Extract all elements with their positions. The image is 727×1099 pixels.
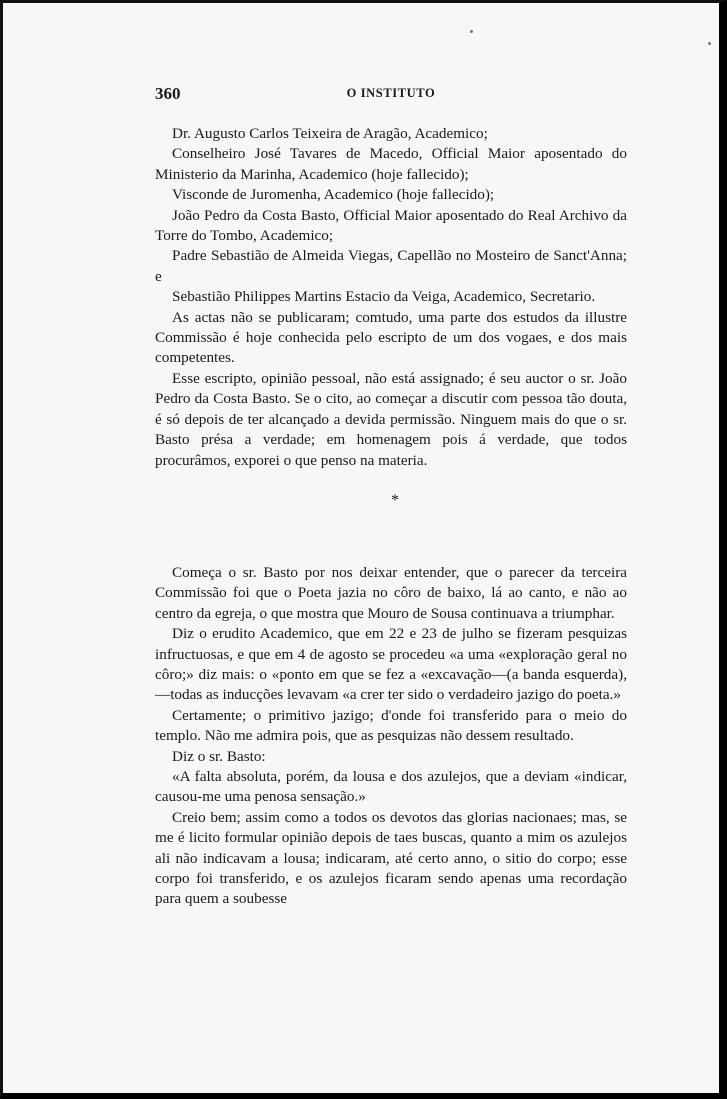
paragraph: Sebastião Philippes Martins Estacio da Veiga, Academico, Secretario. xyxy=(172,288,596,306)
scan-speck xyxy=(708,42,711,45)
paragraph: Creio bem; assim como a todos os devotos das glorias nacionaes; mas, se me é licito formular opinião depois de taes buscas, quanto a mim os azulejos ali não indicavam a lousa; indicaram, até certo anno, o sitio do corpo; esse corpo foi transferido, e os azulejos ficaram sendo apenas uma recordação para quem a soubesse xyxy=(155,808,627,908)
section-discussion xyxy=(155,563,627,910)
book-page xyxy=(155,84,627,910)
paragraph: Esse escripto, opinião pessoal, não está assignado; é seu auctor o sr. João Pedro da Costa Basto. Se o cito, ao começar a discutir com pessoa tão douta, é só depois de ter alcançado a devida permissão. Ninguem mais do que o sr. Basto présa a verdade; em homenagem pois á verdade, que todos procurâmos, exporei o que penso na materia. xyxy=(155,369,627,469)
scan-speck xyxy=(470,30,473,33)
running-title: O INSTITUTO xyxy=(346,86,436,100)
paragraph: Conselheiro José Tavares de Macedo, Official Maior aposentado do Ministerio da Marinha, Academico (hoje fallecido); xyxy=(155,145,627,183)
paragraph: As actas não se publicaram; comtudo, uma parte dos estudos da illustre Commissão é hoje conhecida pelo escripto de um dos vogaes, e dos mais competentes. xyxy=(155,308,627,367)
paragraph: Dr. Augusto Carlos Teixeira de Aragão, Academico; xyxy=(172,125,488,142)
paragraph: Padre Sebastião de Almeida Viegas, Capellão no Mosteiro de Sanct'Anna; e xyxy=(155,247,627,285)
paragraph: Diz o erudito Academico, que em 22 e 23 de julho se fizeram pesquizas infructuosas, e que em 4 de agosto se procedeu «a uma «exploração geral no côro;» diz mais: o «ponto em que se fez a «excavação—(a banda esquerda),—todas as inducções levavam «a crer ter sido o verdadeiro jazigo do poeta.» xyxy=(155,625,627,704)
paragraph: Diz o sr. Basto: xyxy=(172,747,266,765)
section-commission-members xyxy=(155,124,627,471)
section-separator: * xyxy=(391,491,399,509)
paragraph: Visconde de Juromenha, Academico (hoje fallecido); xyxy=(172,186,495,204)
paragraph: Começa o sr. Basto por nos deixar entender, que o parecer da terceira Commissão foi que o Poeta jazia no côro de baixo, lá ao canto, e não ao centro da egreja, o que mostra que Mouro de Sousa continuava a triumphar. xyxy=(155,563,627,622)
paragraph: Certamente; o primitivo jazigo; d'onde foi transferido para o meio do templo. Não me admira pois, que as pesquizas não dessem resultado. xyxy=(155,706,627,745)
page-number: 360 xyxy=(155,84,181,103)
paragraph: «A falta absoluta, porém, da lousa e dos azulejos, que a deviam «indicar, causou-me uma penosa sensação.» xyxy=(155,767,627,806)
paragraph: João Pedro da Costa Basto, Official Maior aposentado do Real Archivo da Torre do Tombo, Academico; xyxy=(155,206,627,245)
running-head xyxy=(155,84,627,124)
